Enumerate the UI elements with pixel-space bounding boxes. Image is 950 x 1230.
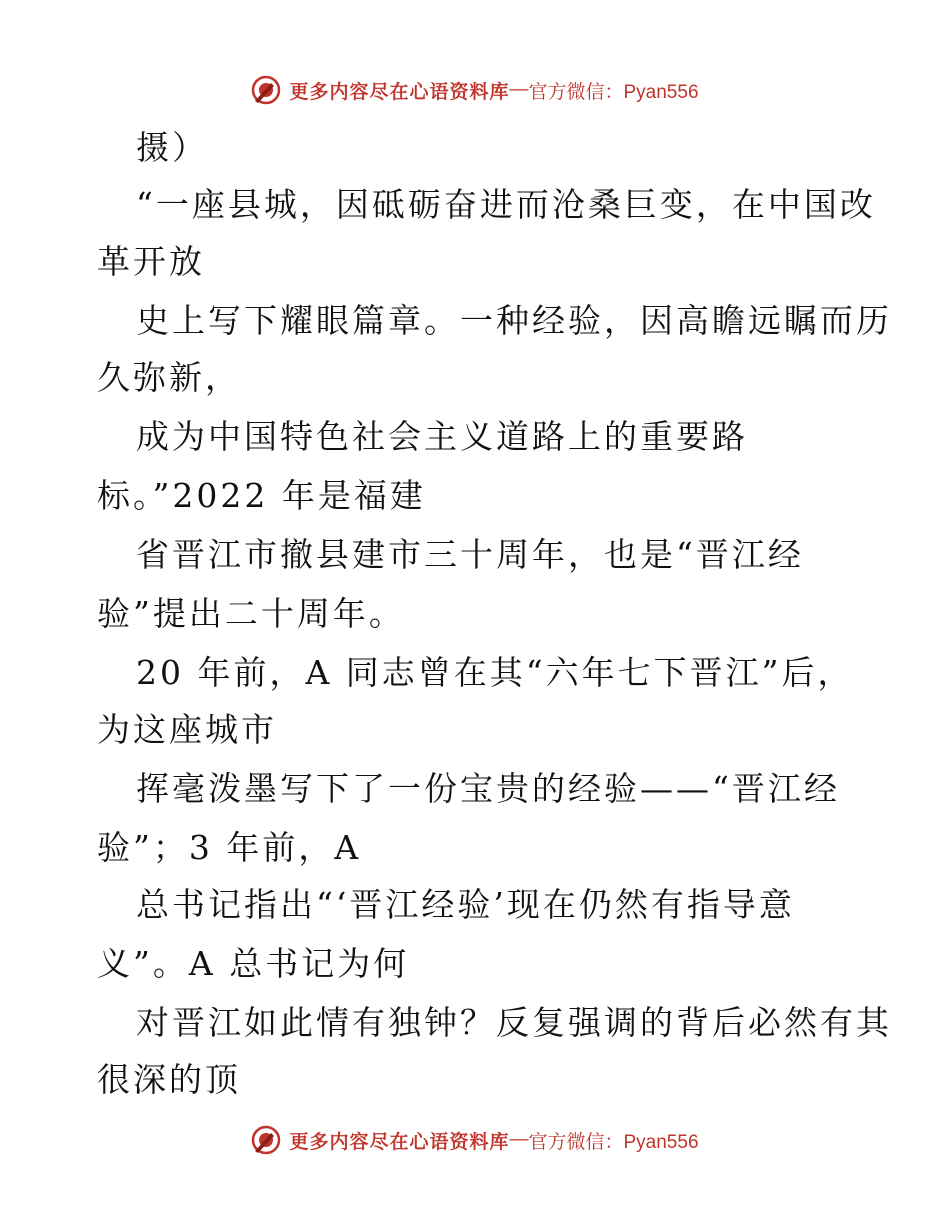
banner-title: 更多内容尽在心语资料库 (289, 80, 510, 103)
text-line: 摄） (136, 128, 208, 167)
text-line: 成为中国特色社会主义道路上的重要路 (136, 417, 748, 456)
banner-title: 更多内容尽在心语资料库 (289, 1130, 510, 1153)
text-line: 验”提出二十周年。 (97, 594, 405, 633)
text-line: 很深的顶 (97, 1060, 241, 1099)
text-line: 义”。A 总书记为何 (97, 944, 410, 983)
text-line: 20 年前，A 同志曾在其“六年七下晋江”后， (136, 653, 854, 692)
banner-wechat: 官方微信：Pyan556 (528, 1131, 699, 1153)
text-line: 验”；3 年前，A (97, 828, 362, 867)
text-line: 省晋江市撤县建市三十周年，也是“晋江经 (136, 535, 804, 574)
text-line: 久弥新， (97, 358, 241, 397)
pen-circle-logo-icon (251, 1125, 281, 1155)
banner-wechat: 官方微信：Pyan556 (528, 81, 699, 103)
text-line: 史上写下耀眼篇章。一种经验，因高瞻远瞩而历 (136, 301, 892, 340)
text-line: 标。”2022 年是福建 (97, 476, 426, 515)
text-line: 革开放 (97, 242, 205, 281)
footer-banner (0, 1120, 950, 1160)
text-line: 总书记指出“‘晋江经验’现在仍然有指导意 (136, 885, 795, 924)
banner-separator: — (509, 79, 529, 100)
text-line: 对晋江如此情有独钟？反复强调的背后必然有其 (136, 1003, 892, 1042)
text-line: “一座县城，因砥砺奋进而沧桑巨变，在中国改 (136, 185, 876, 224)
text-line: 挥毫泼墨写下了一份宝贵的经验——“晋江经 (136, 769, 840, 808)
text-line: 为这座城市 (97, 710, 277, 749)
banner-separator: — (509, 1129, 529, 1150)
